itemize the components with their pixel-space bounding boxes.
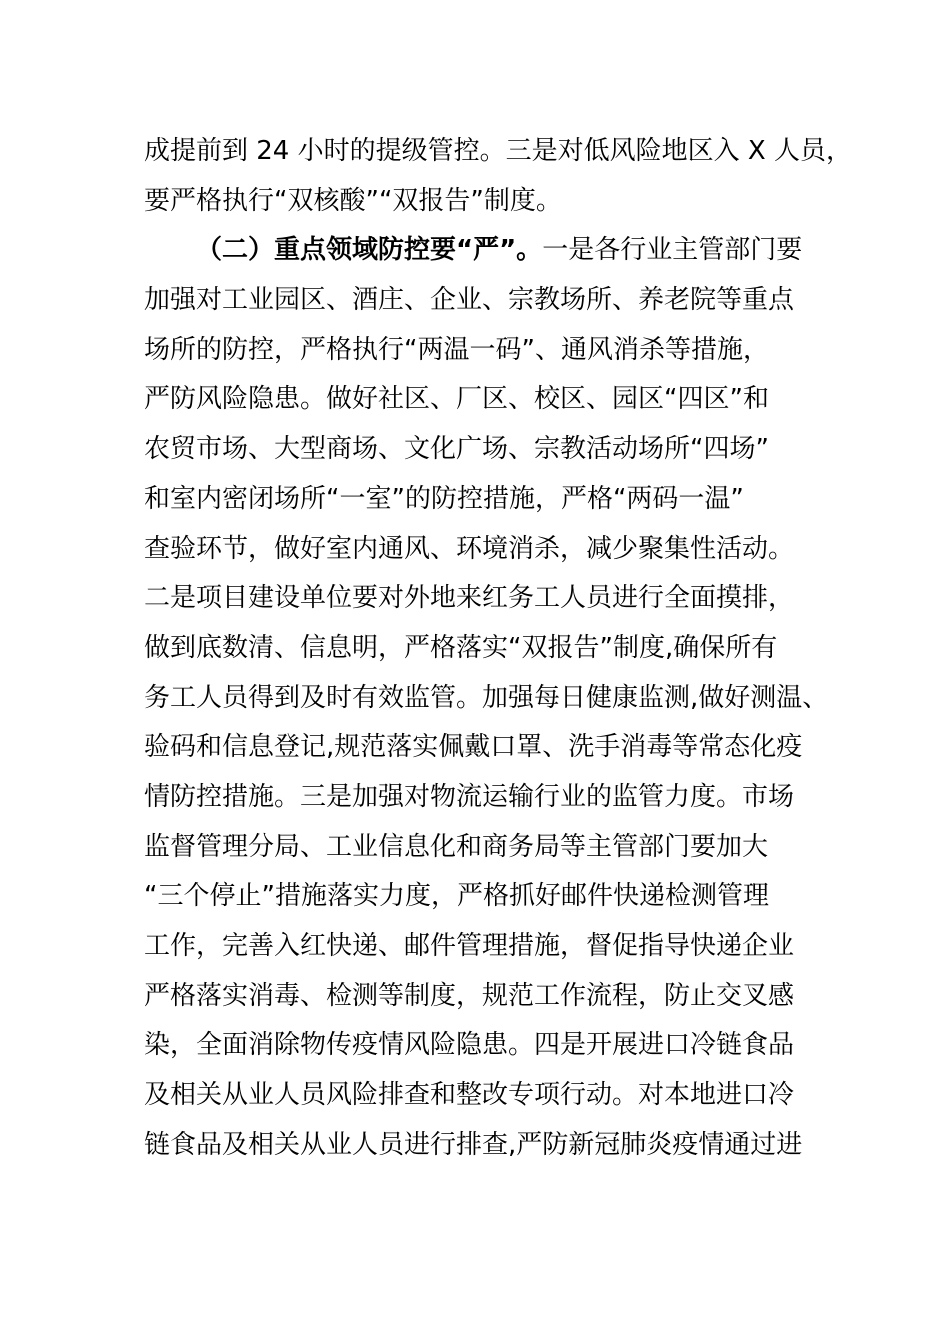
text-line: 验码和信息登记,规范落实佩戴口罩、洗手消毒等常态化疫 (144, 732, 803, 763)
text-run: 一是各行业主管部门要 (542, 235, 803, 266)
text-line: 加强对工业园区、酒庄、企业、宗教场所、养老院等重点 (144, 285, 795, 316)
text-line: 务工人员得到及时有效监管。加强每日健康监测,做好测温、 (144, 682, 829, 713)
text-line: 要严格执行“双核酸”“双报告”制度。 (144, 185, 562, 216)
text-line: 链食品及相关从业人员进行排查,严防新冠肺炎疫情通过进 (144, 1129, 803, 1160)
text-line: 工作，完善入红快递、邮件管理措施，督促指导快递企业 (144, 931, 795, 961)
text-line: 和室内密闭场所“一室”的防控措施，严格“两码一温” (144, 483, 744, 514)
text-line: 严格落实消毒、检测等制度，规范工作流程，防止交叉感 (144, 980, 795, 1011)
text-line: 场所的防控，严格执行“两温一码”、通风消杀等措施， (144, 334, 769, 365)
body-text (144, 127, 852, 1170)
section-heading: （二）重点领域防控要“严”。 (196, 235, 543, 266)
text-line: 监督管理分局、工业信息化和商务局等主管部门要加大 (144, 831, 769, 862)
text-line: 农贸市场、大型商场、文化广场、宗教活动场所“四场” (144, 434, 769, 465)
text-line: 情防控措施。三是加强对物流运输行业的监管力度。市场 (144, 781, 795, 812)
text-line: 染，全面消除物传疫情风险隐患。四是开展进口冷链食品 (144, 1030, 795, 1061)
text-line: 及相关从业人员风险排查和整改专项行动。对本地进口冷 (144, 1080, 795, 1111)
text-line: “三个停止”措施落实力度，严格抓好邮件快递检测管理 (144, 881, 769, 912)
text-line: 查验环节，做好室内通风、环境消杀，减少聚集性活动。 (144, 533, 795, 564)
text-line: 做到底数清、信息明，严格落实“双报告”制度,确保所有 (144, 632, 778, 663)
text-line: 二是项目建设单位要对外地来红务工人员进行全面摸排， (144, 583, 795, 614)
section-heading-line (144, 226, 824, 276)
text-line: 严防风险隐患。做好社区、厂区、校区、园区“四区”和 (144, 384, 769, 415)
text-line: 成提前到 24 小时的提级管控。三是对低风险地区入 X 人员， (144, 136, 852, 166)
